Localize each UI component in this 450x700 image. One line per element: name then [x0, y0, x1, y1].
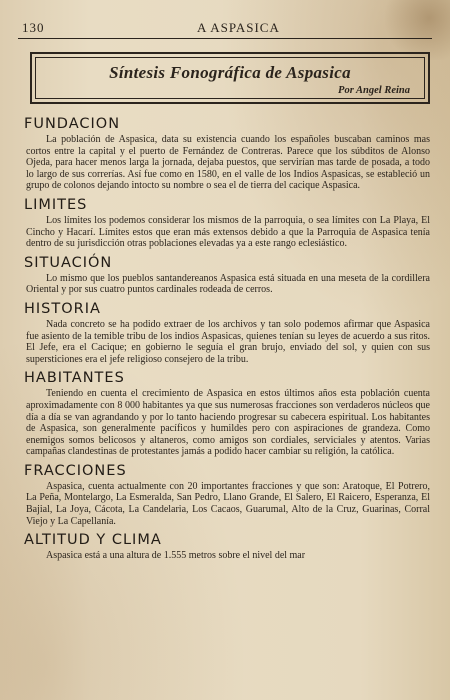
header-rule: [18, 38, 432, 39]
section-heading-limites: LIMITES: [24, 196, 88, 213]
section-heading-altitud-y-clima: ALTITUD Y CLIMA: [24, 532, 162, 549]
article-title: Síntesis Fonográfica de Aspasica: [109, 63, 351, 82]
section-body-historia: Nada concreto se ha podido extraer de los archivos y tan solo podemos afirmar que Aspasica fue asiento de la temible tribu de los indios Aspasicas, quienes tenían su leyes de acuerdo a sus ritos. El Jefe, era el Cacique; en gobierno le seguía el gran brujo, enviado del sol, y quien con sus supersticiones era el jefe religioso consejero de la tribu.: [26, 318, 430, 365]
section-body-limites: Los límites los podemos considerar los mismos de la parroquia, o sea límites con La Playa, El Cincho y Hacarí. Límites estos que eran más extensos debido a que la Parroquia de Aspasica tenía dentro de su jurisdicción otras poblaciones elevadas ya a este rango eclesiástico.: [26, 214, 430, 250]
section-heading-fundacion: FUNDACION: [24, 116, 121, 132]
section-heading-situacion: SITUACIÓN: [24, 254, 113, 271]
section-body-fundacion: La población de Aspasica, data su existencia cuando los españoles buscaban caminos mas cortos entre la capital y el puerto de Fernández de Contreras. Parece que los súbditos de Alonso Ojeda, para hacer menos larga la jornada, dejaba puestos, que servirían mas tarde de posada, a todo lo largo de sus correrías. Así fue como en 1580, en el valle de los Indios Aspasicas, se estableció un grupo de colonos dejando intocto su nombre o sea el de tierra del cacique Aspasica.: [26, 134, 430, 192]
section-body-fracciones: Aspasica, cuenta actualmente con 20 importantes fracciones y que son: Aratoque, El Potrero, La Peña, Montelargo, La Esmeralda, San Pedro, Llano Grande, El Salero, El Raicero, Esperanza, El Bajial, La Joya, Cácota, La Candelaria, Los Cacaos, Guarumal, Alto de la Cruz, Guarinas, Corral Viejo y La Capellanía.: [26, 480, 430, 527]
section-body-altitud-y-clima: Aspasica está a una altura de 1.555 metros sobre el nivel del mar: [46, 550, 306, 562]
section-heading-historia: HISTORIA: [24, 300, 101, 317]
article-title-box: [30, 52, 430, 104]
section-heading-fracciones: FRACCIONES: [24, 462, 127, 479]
page-header: [22, 20, 432, 38]
page-number: 130: [22, 20, 45, 35]
running-title: A ASPASICA: [197, 20, 280, 35]
section-heading-habitantes: HABITANTES: [24, 370, 125, 387]
section-body-situacion: Lo mismo que los pueblos santandereanos Aspasica está situada en una meseta de la cordillera Oriental y por sus cuatro puntos cardinales rodeada de cerros.: [26, 272, 430, 296]
article-content: [24, 115, 432, 566]
article-author: Por Angel Reina: [338, 85, 410, 96]
section-body-habitantes: Teniendo en cuenta el crecimiento de Aspasica en estos últimos años esta población cuenta aproximadamente con 8 000 habitantes ya que sus numerosas fracciones son verdaderos núcleos que día a día se van agrandando y por lo tanto haciendo progresar su cabecera espiritual. Los habitantes de Aspasica, son generalmente pacíficos y humildes pero con aspiraciones de grandeza. Como enemigos somos belicosos y altaneros, como amigos son cordiales, serviciales y atentos. Varias campañas clandestinas de protestantes jamás a podido hacer cambiar su religión, la católica.: [26, 388, 430, 458]
